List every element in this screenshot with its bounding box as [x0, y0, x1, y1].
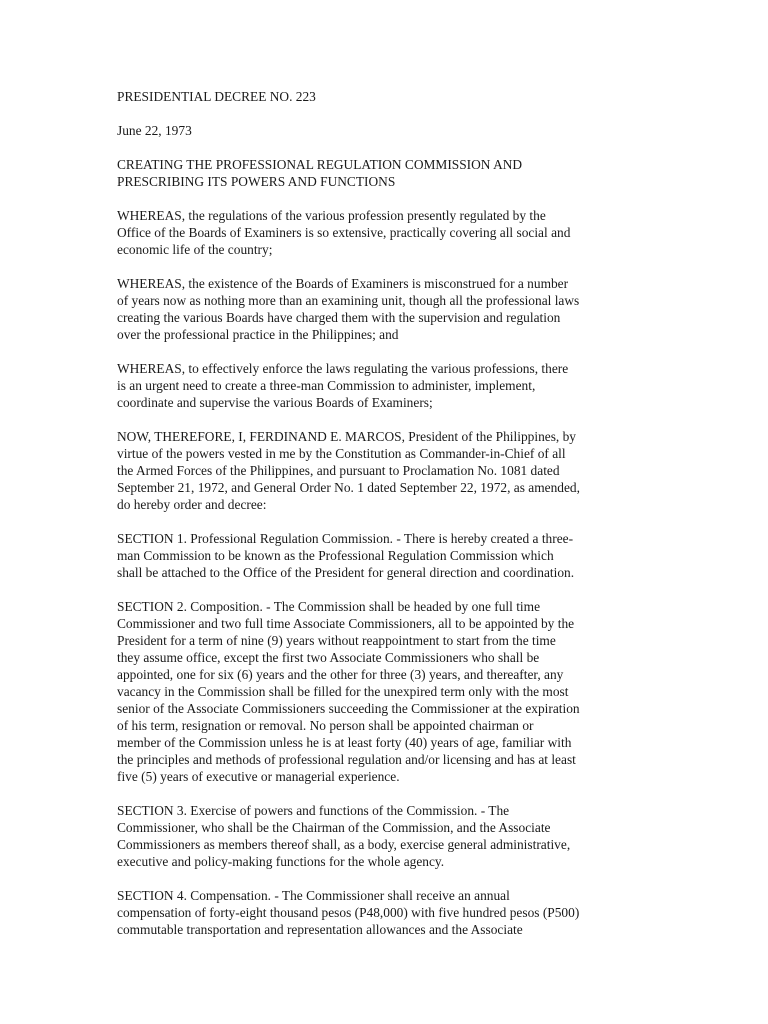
heading-line: PRESCRIBING ITS POWERS AND FUNCTIONS: [117, 174, 396, 189]
paragraph-line: five (5) years of executive or managerial experience.: [117, 769, 400, 784]
paragraph-line: SECTION 4. Compensation. - The Commissioner shall receive an annual: [117, 888, 510, 903]
paragraph-line: over the professional practice in the Philippines; and: [117, 327, 399, 342]
paragraph-line: is an urgent need to create a three-man Commission to administer, implement,: [117, 378, 536, 393]
decree-date: June 22, 1973: [117, 123, 192, 138]
paragraph-line: the principles and methods of professional regulation and/or licensing and has at least: [117, 752, 576, 767]
paragraph-line: the Armed Forces of the Philippines, and pursuant to Proclamation No. 1081 dated: [117, 463, 560, 478]
paragraph-line: WHEREAS, the regulations of the various profession presently regulated by the: [117, 208, 546, 223]
decree-heading: [117, 156, 657, 190]
body-paragraph: [117, 275, 657, 343]
paragraph-line: President for a term of nine (9) years without reappointment to start from the time: [117, 633, 556, 648]
paragraph-line: creating the various Boards have charged them with the supervision and regulation: [117, 310, 561, 325]
decree-body: [117, 207, 657, 938]
paragraph-line: Commissioner and two full time Associate Commissioners, all to be appointed by the: [117, 616, 575, 631]
body-paragraph: [117, 802, 657, 870]
body-paragraph: [117, 887, 657, 938]
paragraph-line: Commissioners as members thereof shall, as a body, exercise general administrative,: [117, 837, 571, 852]
paragraph-line: senior of the Associate Commissioners succeeding the Commissioner at the expiration: [117, 701, 580, 716]
paragraph-line: appointed, one for six (6) years and the other for three (3) years, and thereafter, any: [117, 667, 564, 682]
body-paragraph: [117, 428, 657, 513]
paragraph-line: economic life of the country;: [117, 242, 273, 257]
paragraph-line: commutable transportation and representation allowances and the Associate: [117, 922, 523, 937]
paragraph-line: man Commission to be known as the Professional Regulation Commission which: [117, 548, 554, 563]
paragraph-line: Office of the Boards of Examiners is so extensive, practically covering all social and: [117, 225, 571, 240]
paragraph-line: virtue of the powers vested in me by the Constitution as Commander-in-Chief of all: [117, 446, 566, 461]
paragraph-line: shall be attached to the Office of the President for general direction and coordination.: [117, 565, 575, 580]
document-page: [117, 88, 657, 955]
paragraph-line: of years now as nothing more than an examining unit, though all the professional laws: [117, 293, 580, 308]
paragraph-line: coordinate and supervise the various Boards of Examiners;: [117, 395, 433, 410]
paragraph-line: WHEREAS, the existence of the Boards of Examiners is misconstrued for a number: [117, 276, 569, 291]
paragraph-line: September 21, 1972, and General Order No. 1 dated September 22, 1972, as amended,: [117, 480, 580, 495]
paragraph-line: do hereby order and decree:: [117, 497, 267, 512]
paragraph-line: of his term, resignation or removal. No person shall be appointed chairman or: [117, 718, 534, 733]
paragraph-line: NOW, THEREFORE, I, FERDINAND E. MARCOS, President of the Philippines, by: [117, 429, 577, 444]
heading-line: CREATING THE PROFESSIONAL REGULATION COMMISSION AND: [117, 157, 523, 172]
paragraph-line: SECTION 1. Professional Regulation Commission. - There is hereby created a three-: [117, 531, 574, 546]
body-paragraph: [117, 360, 657, 411]
body-paragraph: [117, 598, 657, 785]
paragraph-line: vacancy in the Commission shall be filled for the unexpired term only with the most: [117, 684, 569, 699]
decree-title: PRESIDENTIAL DECREE NO. 223: [117, 89, 316, 104]
body-paragraph: [117, 530, 657, 581]
paragraph-line: member of the Commission unless he is at least forty (40) years of age, familiar with: [117, 735, 572, 750]
paragraph-line: Commissioner, who shall be the Chairman of the Commission, and the Associate: [117, 820, 551, 835]
body-paragraph: [117, 207, 657, 258]
paragraph-line: SECTION 2. Composition. - The Commission shall be headed by one full time: [117, 599, 541, 614]
paragraph-line: SECTION 3. Exercise of powers and functions of the Commission. - The: [117, 803, 510, 818]
paragraph-line: compensation of forty-eight thousand pesos (P48,000) with five hundred pesos (P500): [117, 905, 580, 920]
paragraph-line: executive and policy-making functions for the whole agency.: [117, 854, 445, 869]
paragraph-line: WHEREAS, to effectively enforce the laws regulating the various professions, there: [117, 361, 569, 376]
paragraph-line: they assume office, except the first two Associate Commissioners who shall be: [117, 650, 540, 665]
